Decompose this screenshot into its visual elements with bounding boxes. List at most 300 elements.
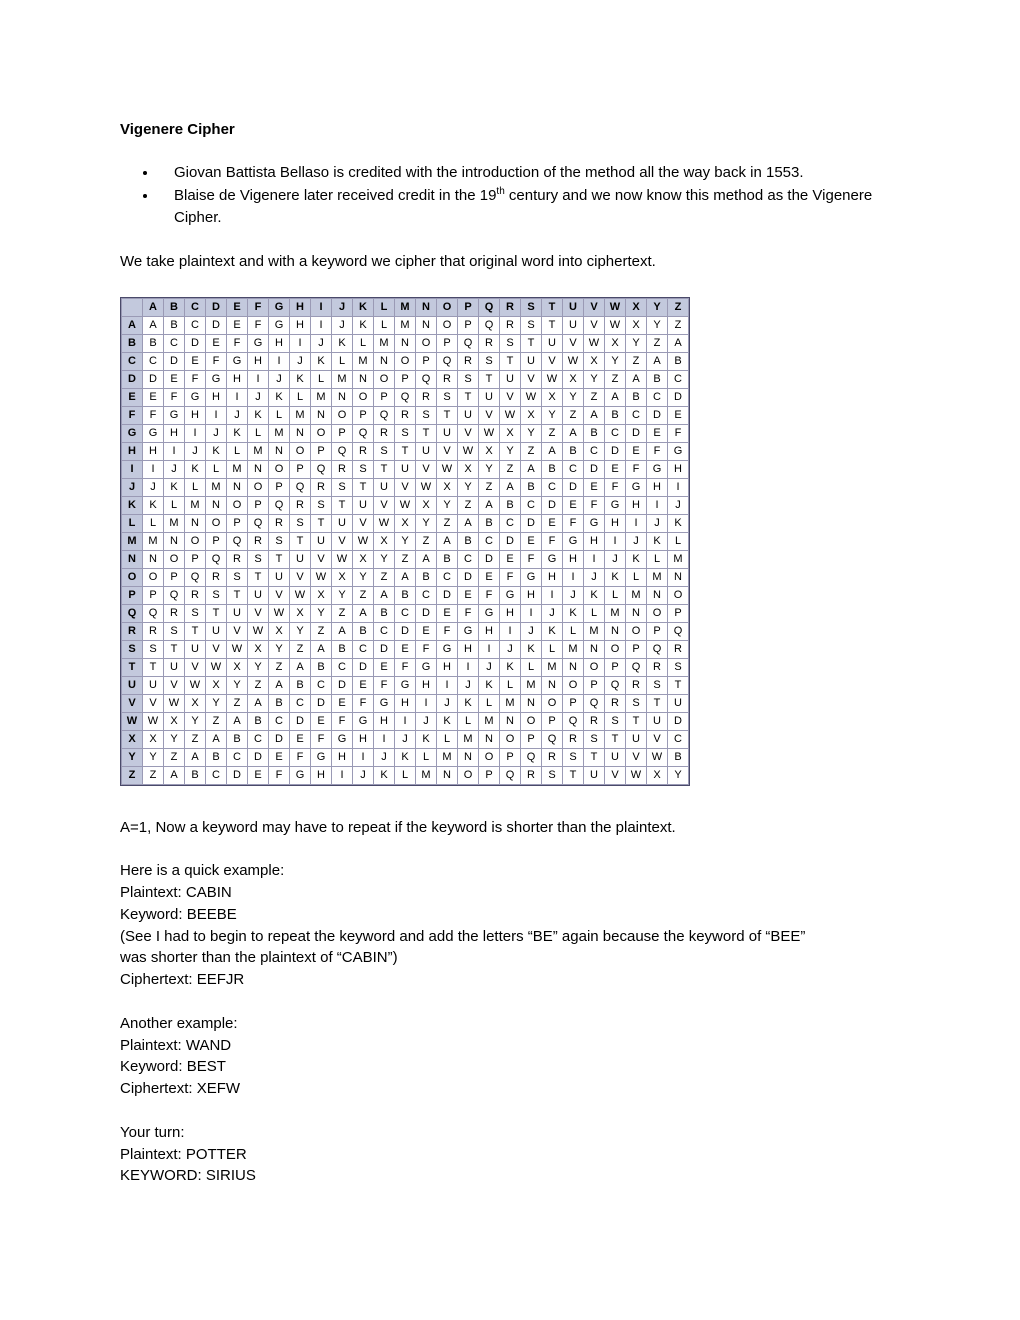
table-cell: C [458, 550, 479, 568]
table-cell: N [395, 334, 416, 352]
table-cell: C [521, 496, 542, 514]
table-cell: N [416, 316, 437, 334]
table-cell: N [626, 604, 647, 622]
table-cell: W [290, 586, 311, 604]
table-cell: N [584, 640, 605, 658]
table-cell: H [563, 550, 584, 568]
table-cell: N [332, 388, 353, 406]
table-cell: W [542, 370, 563, 388]
table-cell: V [605, 766, 626, 784]
table-cell: S [185, 604, 206, 622]
column-header-o: O [437, 298, 458, 316]
table-cell: V [542, 352, 563, 370]
table-cell: X [584, 352, 605, 370]
column-header-s: S [521, 298, 542, 316]
table-row [122, 568, 689, 586]
table-cell: R [458, 352, 479, 370]
vigenere-table-wrapper [120, 297, 690, 786]
table-cell: Q [584, 694, 605, 712]
table-cell: K [563, 604, 584, 622]
table-cell: F [143, 406, 164, 424]
column-header-g: G [269, 298, 290, 316]
table-cell: M [269, 424, 290, 442]
table-cell: B [626, 388, 647, 406]
table-cell: S [143, 640, 164, 658]
table-cell: T [353, 478, 374, 496]
table-cell: P [395, 370, 416, 388]
table-cell: W [479, 424, 500, 442]
table-cell: I [416, 694, 437, 712]
table-cell: O [479, 748, 500, 766]
table-cell: N [647, 586, 668, 604]
row-header-t: T [122, 658, 143, 676]
table-cell: J [416, 712, 437, 730]
table-cell: O [353, 388, 374, 406]
table-cell: D [311, 694, 332, 712]
table-cell: E [542, 514, 563, 532]
table-cell: X [164, 712, 185, 730]
table-cell: H [164, 424, 185, 442]
column-header-w: W [605, 298, 626, 316]
bullet2-before: Blaise de Vigenere later received credit in the 19 [174, 187, 497, 205]
table-cell: W [437, 460, 458, 478]
table-cell: G [416, 658, 437, 676]
table-cell: W [164, 694, 185, 712]
table-cell: S [269, 532, 290, 550]
table-cell: L [458, 712, 479, 730]
row-header-u: U [122, 676, 143, 694]
row-header-f: F [122, 406, 143, 424]
table-cell: E [416, 622, 437, 640]
table-cell: B [500, 496, 521, 514]
table-cell: E [164, 370, 185, 388]
row-header-z: Z [122, 766, 143, 784]
table-cell: I [584, 550, 605, 568]
table-cell: A [185, 748, 206, 766]
table-cell: S [647, 676, 668, 694]
table-cell: A [458, 514, 479, 532]
table-cell: D [374, 640, 395, 658]
table-row [122, 388, 689, 406]
table-cell: Q [143, 604, 164, 622]
table-cell: M [206, 478, 227, 496]
table-cell: S [668, 658, 689, 676]
table-cell: O [437, 316, 458, 334]
table-cell: Y [458, 478, 479, 496]
table-cell: P [332, 424, 353, 442]
table-cell: K [668, 514, 689, 532]
vigenere-table-head [122, 298, 689, 316]
table-cell: B [290, 676, 311, 694]
table-cell: T [437, 406, 458, 424]
table-cell: B [668, 748, 689, 766]
table-cell: R [542, 748, 563, 766]
table-cell: T [668, 676, 689, 694]
table-cell: R [479, 334, 500, 352]
table-cell: J [542, 604, 563, 622]
table-cell: X [353, 550, 374, 568]
table-cell: X [227, 658, 248, 676]
example2-ciphertext: Ciphertext: XEFW [120, 1080, 241, 1097]
table-cell: Z [227, 694, 248, 712]
table-cell: U [332, 514, 353, 532]
table-cell: U [143, 676, 164, 694]
table-cell: Q [374, 406, 395, 424]
table-cell: H [542, 568, 563, 586]
table-row [122, 730, 689, 748]
table-cell: A [332, 622, 353, 640]
table-cell: Q [437, 352, 458, 370]
table-cell: F [269, 766, 290, 784]
table-cell: C [500, 514, 521, 532]
column-header-q: Q [479, 298, 500, 316]
table-cell: F [227, 334, 248, 352]
table-cell: O [185, 532, 206, 550]
table-cell: S [542, 766, 563, 784]
table-cell: H [437, 658, 458, 676]
table-cell: Z [332, 604, 353, 622]
table-cell: W [626, 766, 647, 784]
table-cell: P [563, 694, 584, 712]
table-cell: P [668, 604, 689, 622]
table-cell: K [437, 712, 458, 730]
table-cell: R [311, 478, 332, 496]
table-cell: W [416, 478, 437, 496]
table-cell: E [458, 586, 479, 604]
table-cell: N [227, 478, 248, 496]
column-header-h: H [290, 298, 311, 316]
table-cell: B [584, 424, 605, 442]
table-cell: E [206, 334, 227, 352]
table-cell: Z [458, 496, 479, 514]
table-cell: D [290, 712, 311, 730]
table-cell: L [584, 604, 605, 622]
table-cell: N [143, 550, 164, 568]
table-cell: J [269, 370, 290, 388]
table-cell: E [143, 388, 164, 406]
table-cell: Y [353, 568, 374, 586]
example2-heading: Another example: [120, 1014, 238, 1032]
table-cell: C [416, 586, 437, 604]
table-cell: Z [353, 586, 374, 604]
table-cell: Q [416, 370, 437, 388]
table-cell: T [185, 622, 206, 640]
table-cell: R [563, 730, 584, 748]
table-cell: J [374, 748, 395, 766]
table-cell: J [437, 694, 458, 712]
table-cell: R [668, 640, 689, 658]
table-cell: I [185, 424, 206, 442]
table-cell: M [479, 712, 500, 730]
table-cell: H [605, 514, 626, 532]
table-cell: V [374, 496, 395, 514]
table-cell: I [521, 604, 542, 622]
table-cell: A [479, 496, 500, 514]
table-cell: Q [164, 586, 185, 604]
table-cell: C [626, 406, 647, 424]
table-cell: C [290, 694, 311, 712]
table-cell: C [143, 352, 164, 370]
table-cell: V [311, 550, 332, 568]
table-cell: A [668, 334, 689, 352]
table-cell: K [521, 640, 542, 658]
table-cell: W [227, 640, 248, 658]
table-cell: S [311, 496, 332, 514]
table-cell: N [248, 460, 269, 478]
table-cell: F [605, 478, 626, 496]
table-cell: C [395, 604, 416, 622]
table-cell: J [395, 730, 416, 748]
table-cell: N [500, 712, 521, 730]
table-cell: V [500, 388, 521, 406]
table-cell: J [311, 334, 332, 352]
table-cell: G [290, 766, 311, 784]
row-header-x: X [122, 730, 143, 748]
table-cell: T [374, 460, 395, 478]
table-cell: L [269, 406, 290, 424]
column-header-d: D [206, 298, 227, 316]
table-cell: C [332, 658, 353, 676]
table-cell: U [563, 316, 584, 334]
row-header-l: L [122, 514, 143, 532]
document-content [120, 120, 910, 1187]
table-cell: X [290, 604, 311, 622]
table-cell: K [605, 568, 626, 586]
table-cell: Y [290, 622, 311, 640]
table-cell: H [647, 478, 668, 496]
table-cell: V [647, 730, 668, 748]
table-cell: E [290, 730, 311, 748]
table-cell: B [185, 766, 206, 784]
table-cell: G [269, 316, 290, 334]
table-cell: G [206, 370, 227, 388]
column-header-u: U [563, 298, 584, 316]
table-cell: F [164, 388, 185, 406]
table-cell: O [248, 478, 269, 496]
table-cell: A [269, 676, 290, 694]
table-cell: L [437, 730, 458, 748]
table-cell: G [605, 496, 626, 514]
column-header-r: R [500, 298, 521, 316]
table-cell: D [143, 370, 164, 388]
table-cell: J [479, 658, 500, 676]
row-header-k: K [122, 496, 143, 514]
table-cell: C [353, 640, 374, 658]
table-cell: R [647, 658, 668, 676]
table-cell: Y [500, 442, 521, 460]
table-cell: C [584, 442, 605, 460]
table-cell: S [458, 370, 479, 388]
table-cell: V [227, 622, 248, 640]
vigenere-table-body [122, 316, 689, 784]
table-cell: Z [479, 478, 500, 496]
table-cell: F [395, 658, 416, 676]
table-cell: K [353, 316, 374, 334]
table-cell: G [542, 550, 563, 568]
table-cell: N [479, 730, 500, 748]
table-cell: J [626, 532, 647, 550]
table-cell: S [374, 442, 395, 460]
example1-plaintext: Plaintext: CABIN [120, 884, 232, 901]
table-cell: E [563, 496, 584, 514]
table-cell: M [437, 748, 458, 766]
table-cell: O [458, 766, 479, 784]
table-cell: H [395, 694, 416, 712]
table-cell: F [311, 730, 332, 748]
table-cell: L [479, 694, 500, 712]
table-cell: I [143, 460, 164, 478]
table-cell: I [248, 370, 269, 388]
table-cell: J [227, 406, 248, 424]
table-cell: A [311, 640, 332, 658]
table-cell: C [437, 568, 458, 586]
table-cell: Z [416, 532, 437, 550]
table-cell: L [563, 622, 584, 640]
table-cell: Q [626, 658, 647, 676]
table-cell: O [416, 334, 437, 352]
table-cell: A [521, 460, 542, 478]
table-row [122, 640, 689, 658]
table-cell: Q [290, 478, 311, 496]
table-cell: V [290, 568, 311, 586]
table-cell: H [269, 334, 290, 352]
table-cell: B [227, 730, 248, 748]
table-row [122, 766, 689, 784]
table-cell: P [248, 496, 269, 514]
table-cell: X [311, 586, 332, 604]
table-cell: R [626, 676, 647, 694]
table-cell: C [269, 712, 290, 730]
table-cell: U [374, 478, 395, 496]
table-cell: A [227, 712, 248, 730]
table-cell: C [227, 748, 248, 766]
table-cell: J [164, 460, 185, 478]
table-cell: B [143, 334, 164, 352]
row-header-r: R [122, 622, 143, 640]
table-cell: R [605, 694, 626, 712]
table-cell: B [269, 694, 290, 712]
table-cell: R [521, 766, 542, 784]
table-cell: Q [227, 532, 248, 550]
table-cell: W [206, 658, 227, 676]
table-cell: K [647, 532, 668, 550]
table-cell: X [458, 460, 479, 478]
table-cell: T [143, 658, 164, 676]
table-cell: I [206, 406, 227, 424]
column-header-t: T [542, 298, 563, 316]
example1-note-line1: (See I had to begin to repeat the keyword and add the letters “BE” again because the keyword of “BEE” [120, 927, 806, 945]
table-cell: A [164, 766, 185, 784]
table-cell: I [290, 334, 311, 352]
table-cell: U [269, 568, 290, 586]
exercise-heading: Your turn: [120, 1123, 185, 1141]
table-cell: R [353, 442, 374, 460]
table-cell: E [269, 748, 290, 766]
table-row [122, 370, 689, 388]
table-cell: F [626, 460, 647, 478]
table-cell: I [479, 640, 500, 658]
table-cell: E [374, 658, 395, 676]
table-cell: P [626, 640, 647, 658]
table-cell: T [290, 532, 311, 550]
table-cell: H [626, 496, 647, 514]
table-cell: J [458, 676, 479, 694]
table-cell: W [647, 748, 668, 766]
table-cell: H [521, 586, 542, 604]
table-cell: D [668, 712, 689, 730]
table-cell: C [563, 460, 584, 478]
table-cell: F [437, 622, 458, 640]
table-cell: Q [668, 622, 689, 640]
table-cell: P [500, 748, 521, 766]
row-header-g: G [122, 424, 143, 442]
table-cell: A [437, 532, 458, 550]
exercise-plaintext: Plaintext: POTTER [120, 1145, 247, 1163]
table-cell: D [353, 658, 374, 676]
table-cell: P [605, 658, 626, 676]
table-cell: Z [395, 550, 416, 568]
table-cell: B [332, 640, 353, 658]
row-header-v: V [122, 694, 143, 712]
column-header-v: V [584, 298, 605, 316]
table-cell: L [248, 424, 269, 442]
example1-keyword: Keyword: BEEBE [120, 905, 237, 923]
row-header-d: D [122, 370, 143, 388]
table-cell: Z [647, 334, 668, 352]
table-cell: O [542, 694, 563, 712]
table-cell: I [563, 568, 584, 586]
table-cell: D [437, 586, 458, 604]
column-header-e: E [227, 298, 248, 316]
table-cell: L [605, 586, 626, 604]
table-cell: W [269, 604, 290, 622]
table-cell: O [206, 514, 227, 532]
table-cell: U [647, 712, 668, 730]
row-header-w: W [122, 712, 143, 730]
table-cell: Y [395, 532, 416, 550]
table-cell: K [395, 748, 416, 766]
table-cell: U [542, 334, 563, 352]
row-header-e: E [122, 388, 143, 406]
table-row [122, 622, 689, 640]
table-cell: U [521, 352, 542, 370]
table-cell: L [626, 568, 647, 586]
table-cell: T [521, 334, 542, 352]
table-cell: Q [500, 766, 521, 784]
row-header-y: Y [122, 748, 143, 766]
table-cell: T [479, 370, 500, 388]
table-cell: Y [269, 640, 290, 658]
table-cell: Y [185, 712, 206, 730]
table-cell: Y [164, 730, 185, 748]
table-cell: M [521, 676, 542, 694]
table-cell: C [542, 478, 563, 496]
table-cell: X [479, 442, 500, 460]
table-cell: D [647, 406, 668, 424]
table-row [122, 424, 689, 442]
table-cell: B [248, 712, 269, 730]
table-cell: S [416, 406, 437, 424]
table-cell: H [584, 532, 605, 550]
table-cell: Y [332, 586, 353, 604]
table-cell: U [479, 388, 500, 406]
table-cell: V [206, 640, 227, 658]
table-cell: P [584, 676, 605, 694]
table-cell: V [185, 658, 206, 676]
table-cell: K [332, 334, 353, 352]
table-cell: D [269, 730, 290, 748]
document-body [120, 817, 910, 1188]
